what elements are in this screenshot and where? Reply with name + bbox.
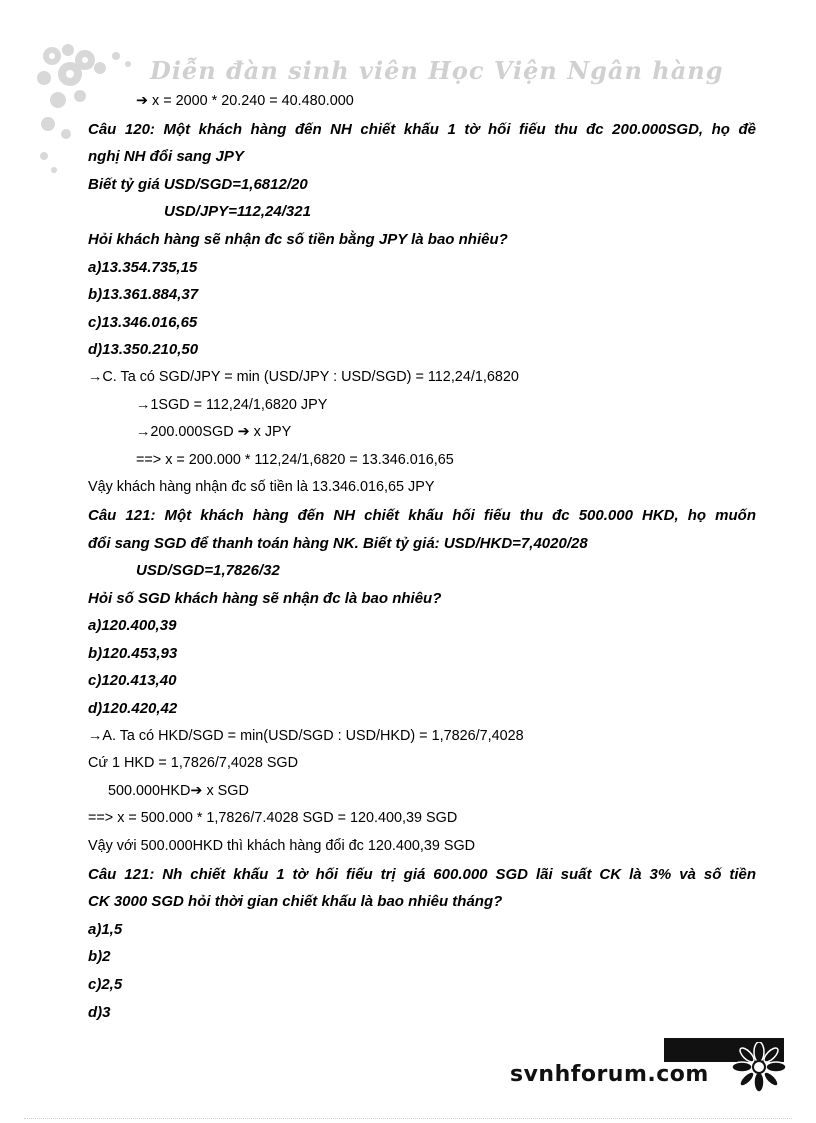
answer-option: d)120.420,42	[88, 700, 178, 718]
exchange-rate-line: USD/JPY=112,24/321	[164, 203, 311, 221]
solution-line: →A. Ta có HKD/SGD = min(USD/SGD : USD/HKD) = 1,7826/7,4028	[88, 727, 524, 744]
document-body	[88, 88, 756, 1026]
solution-line: ==> x = 500.000 * 1,7826/7.4028 SGD = 120.400,39 SGD	[88, 810, 458, 827]
question-120-line-1: Câu 120: Một khách hàng đến NH chiết khấu 1 tờ hối fiếu thu đc 200.000SGD, họ đề	[88, 120, 756, 138]
answer-option: d)3	[88, 1003, 111, 1021]
solution-conclusion: Vậy khách hàng nhận đc số tiền là 13.346.016,65 JPY	[88, 479, 435, 496]
answer-option: b)13.361.884,37	[88, 286, 199, 304]
answer-option: c)2,5	[88, 976, 123, 993]
question-121-line-2: đổi sang SGD để thanh toán hàng NK. Biết tỷ giá: USD/HKD=7,4020/28	[88, 534, 588, 552]
solution-line: 500.000HKD➔ x SGD	[108, 782, 249, 799]
solution-line: ==> x = 200.000 * 112,24/1,6820 = 13.346.016,65	[136, 451, 454, 468]
text-line: ➔ x = 2000 * 20.240 = 40.480.000	[136, 93, 354, 109]
question-121b-line-1: Câu 121: Nh chiết khấu 1 tờ hối fiếu trị giá 600.000 SGD lãi suất CK là 3% và số tiền	[88, 865, 756, 883]
answer-option: b)2	[88, 948, 111, 966]
footer-divider	[24, 1118, 792, 1119]
solution-line: →C. Ta có SGD/JPY = min (USD/JPY : USD/SGD) = 112,24/1,6820	[88, 368, 519, 385]
answer-option: a)13.354.735,15	[88, 258, 198, 276]
question-prompt: Hỏi số SGD khách hàng sẽ nhận đc là bao nhiêu?	[88, 589, 442, 607]
logo-text: svnhforum.com	[510, 1062, 709, 1087]
exchange-rate-line: USD/SGD=1,7826/32	[136, 562, 280, 580]
answer-option: c)13.346.016,65	[88, 313, 198, 331]
solution-conclusion: Vậy với 500.000HKD thì khách hàng đổi đc 120.400,39 SGD	[88, 838, 476, 855]
question-121-line-1: Câu 121: Một khách hàng đến NH chiết khấu hối fiếu thu đc 500.000 HKD, họ muốn	[88, 506, 756, 524]
answer-option: b)120.453,93	[88, 644, 178, 662]
answer-option: a)1,5	[88, 920, 123, 938]
question-121b-line-2: CK 3000 SGD hỏi thời gian chiết khấu là bao nhiêu tháng?	[88, 893, 503, 911]
answer-option: d)13.350.210,50	[88, 341, 199, 359]
exchange-rate-line: Biết tỷ giá USD/SGD=1,6812/20	[88, 175, 308, 193]
footer-logo	[510, 1034, 790, 1094]
forum-banner: Diễn đàn sinh viên Học Viện Ngân hàng	[150, 56, 724, 85]
question-120-line-2: nghị NH đổi sang JPY	[88, 148, 244, 166]
solution-line: Cứ 1 HKD = 1,7826/7,4028 SGD	[88, 755, 299, 772]
flower-logo-icon	[728, 1042, 790, 1092]
solution-line: →1SGD = 112,24/1,6820 JPY	[136, 396, 328, 413]
answer-option: a)120.400,39	[88, 617, 177, 635]
question-prompt: Hỏi khách hàng sẽ nhận đc số tiền bằng JPY là bao nhiêu?	[88, 230, 508, 248]
solution-line: →200.000SGD ➔ x JPY	[136, 424, 292, 441]
answer-option: c)120.413,40	[88, 672, 177, 690]
